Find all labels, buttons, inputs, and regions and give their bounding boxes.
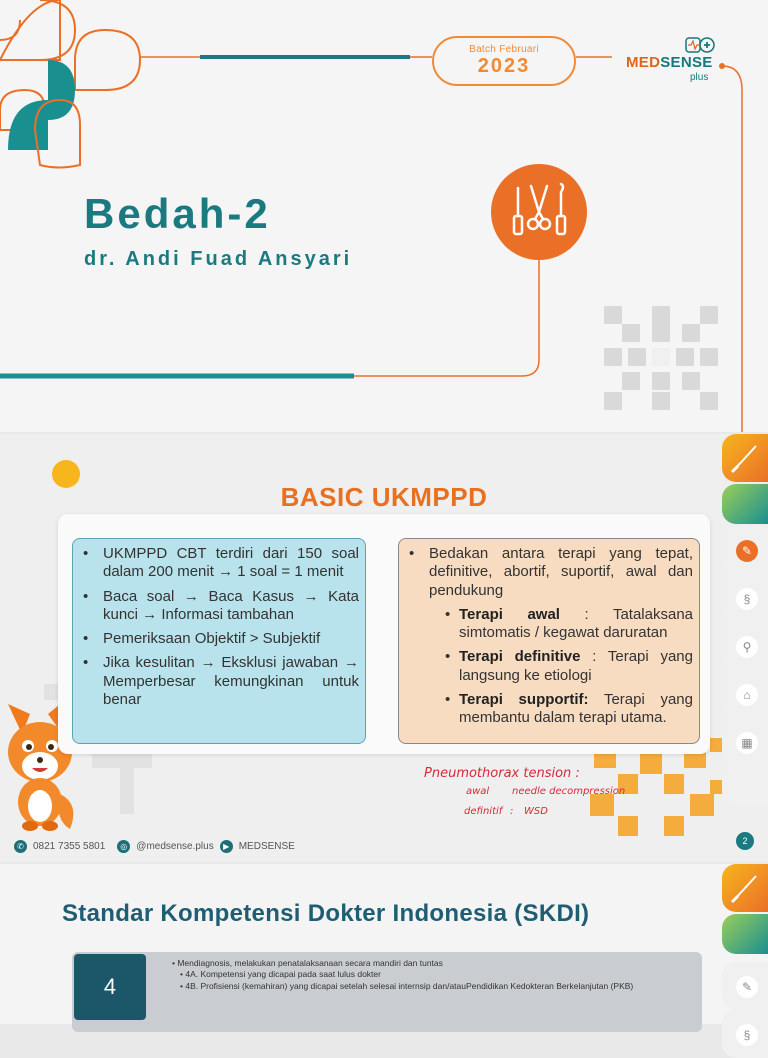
dna-icon: §	[736, 1024, 758, 1046]
tab-dna-3[interactable]	[722, 1010, 768, 1058]
competency-level: 4	[74, 954, 146, 1020]
search-icon: ⚲	[736, 636, 758, 658]
therapy-item	[429, 691, 693, 728]
tab-extra[interactable]	[722, 766, 768, 806]
slide3-title: Standar Kompetensi Dokter Indonesia (SKDI)	[62, 900, 590, 927]
tip-item: • Pemeriksaan Objektif > Subjektif	[77, 630, 359, 648]
slide2-title: BASIC UKMPPD	[280, 482, 488, 512]
therapy-intro	[403, 545, 693, 728]
logo-plus: plus	[690, 72, 709, 83]
handwritten-definitif: definitif	[464, 806, 503, 817]
youtube-icon: ▶	[220, 840, 233, 853]
skdi-slide	[0, 864, 768, 1042]
competency-4b: • 4B. Profisiensi (kemahiran) yang dicapai setelah selesai internsip dan/atauPendidikan Kedokteran Berkelanjutan (PKB)	[180, 980, 634, 991]
therapy-term: Terapi definitive	[459, 648, 581, 666]
therapy-types-box	[398, 538, 700, 744]
therapy-item: • Terapi awal : Tatalaksana simtomatis / kegawat daruratan	[429, 606, 693, 643]
logo-mark-icon	[682, 34, 716, 56]
competency-4a: • 4A. Kompetensi yang dicapai pada saat lulus dokter	[180, 969, 381, 980]
competency-description	[172, 958, 692, 992]
tab-home[interactable]	[722, 434, 768, 482]
handwritten-colon: :	[510, 806, 514, 817]
whatsapp-icon: ✆	[14, 840, 27, 853]
scalpel-icon	[722, 864, 768, 912]
therapy-term: Terapi supportif:	[459, 691, 589, 709]
logo-sense: SENSE	[660, 54, 713, 71]
hospital-icon: ⌂	[736, 684, 758, 706]
tab-notes-3[interactable]	[722, 962, 768, 1010]
batch-label: Batch Februari	[469, 44, 539, 55]
instagram-handle: @medsense.plus	[136, 841, 214, 852]
handwritten-definitif-value: WSD	[524, 806, 548, 817]
tip-item: • Jika kesulitan → Eksklusi jawaban → Memperbesar kemungkinan untuk benar	[77, 654, 359, 709]
tab-teal[interactable]	[722, 484, 768, 524]
logo-wordmark	[626, 54, 713, 71]
slide-title: Bedah-2	[84, 190, 271, 237]
tab-grid[interactable]	[722, 718, 768, 766]
handwritten-awal-value: needle decompression	[512, 786, 626, 797]
therapy-desc: Terapi yang membantu dalam terapi utama.	[459, 691, 693, 727]
tip-item: • UKMPPD CBT terdiri dari 150 soal dalam 200 menit → 1 soal = 1 menit	[77, 545, 359, 582]
exam-tips-box	[72, 538, 366, 744]
tab-dna[interactable]	[722, 574, 768, 622]
notes-icon: ✎	[736, 976, 758, 998]
title-slide	[0, 0, 768, 432]
tab-home-3[interactable]	[722, 864, 768, 912]
presenter-name: dr. Andi Fuad Ansyari	[84, 248, 353, 270]
tab-hospital[interactable]	[722, 670, 768, 718]
medsense-logo	[626, 34, 726, 88]
tab-notes[interactable]	[722, 526, 768, 574]
phone-number: 0821 7355 5801	[33, 841, 106, 852]
tab-search[interactable]	[722, 622, 768, 670]
surgical-instruments-icon	[491, 164, 587, 260]
basic-ukmppd-slide	[0, 434, 768, 862]
therapy-item: • Terapi definitive : Terapi yang langsung ke etiologi	[429, 648, 693, 685]
scalpel-icon	[722, 434, 768, 482]
tip-item: • Baca soal → Baca Kasus → Kata kunci → Informasi tambahan	[77, 588, 359, 625]
therapy-desc: Terapi yang langsung ke etiologi	[459, 648, 693, 684]
handwritten-awal: awal	[466, 786, 490, 797]
dna-icon: §	[736, 588, 758, 610]
page-number: 2	[736, 832, 754, 850]
batch-badge	[432, 36, 576, 86]
tab-teal-3[interactable]	[722, 914, 768, 954]
instagram-icon: ◎	[117, 840, 130, 853]
therapy-term: Terapi awal	[459, 605, 560, 623]
batch-year: 2023	[477, 55, 531, 77]
youtube-channel: MEDSENSE	[238, 841, 295, 852]
surgical-tools-badge	[491, 164, 587, 260]
contact-footer	[14, 840, 295, 853]
notes-icon: ✎	[736, 540, 758, 562]
therapy-intro-text: Bedakan antara terapi yang tepat, definitive, abortif, suportif, awal dan pendukung	[429, 545, 693, 599]
competency-main: • Mendiagnosis, melakukan penatalaksanaan secara mandiri dan tuntas	[172, 958, 443, 968]
therapy-desc: Tatalaksana simtomatis / kegawat daruratan	[459, 605, 694, 642]
logo-med: MED	[626, 54, 661, 71]
grid-icon: ▦	[736, 732, 758, 754]
handwritten-note: Pneumothorax tension :	[424, 766, 580, 781]
